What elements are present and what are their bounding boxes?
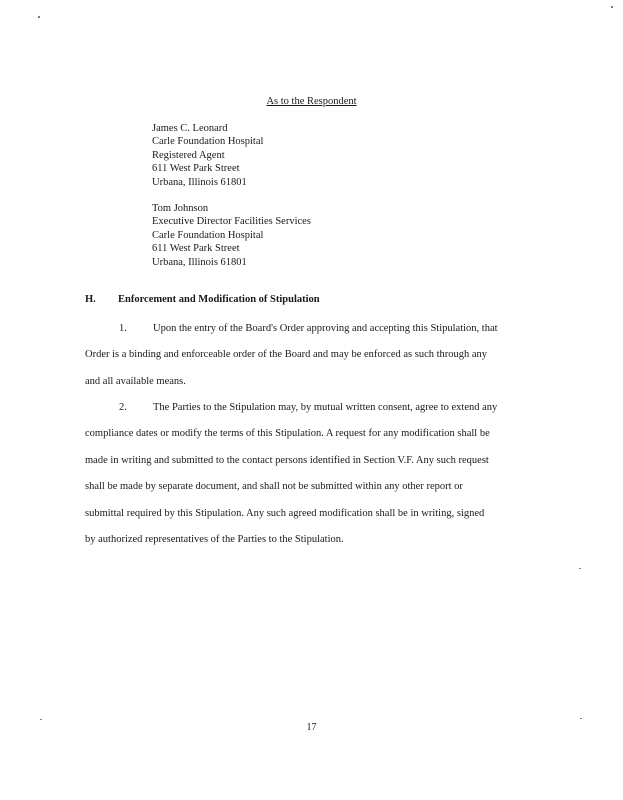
paragraph-marker: 1.: [119, 323, 127, 334]
section-heading: [85, 294, 320, 305]
paragraph-line: compliance dates or modify the terms of this Stipulation. A request for any modification shall be: [85, 428, 490, 440]
contact-line: Executive Director Facilities Services: [152, 216, 311, 228]
contact-line: 611 West Park Street: [152, 163, 240, 175]
paragraph-line: submittal required by this Stipulation. Any such agreed modification shall be in writing, signed: [85, 507, 485, 519]
paragraph-text: The Parties to the Stipulation may, by mutual written consent, agree to extend any: [153, 402, 498, 413]
scan-speck: [579, 568, 581, 569]
paragraph-line: shall be made by separate document, and shall not be submitted within any other report or: [85, 481, 463, 493]
paragraph-line: made in writing and submitted to the contact persons identified in Section V.F. Any such request: [85, 454, 489, 466]
page-number: 17: [306, 722, 317, 733]
contact-line: Carle Foundation Hospital: [152, 136, 264, 148]
respondent-heading: [0, 96, 623, 107]
paragraph-1: [85, 316, 535, 395]
scan-speck: [580, 718, 582, 719]
contact-line: James C. Leonard: [152, 123, 228, 134]
paragraph-2: [85, 395, 535, 553]
paragraph-line: [85, 395, 535, 421]
paragraph-line: Order is a binding and enforceable order of the Board and may be enforced as such through any: [85, 349, 488, 361]
paragraph-line: and all available means.: [85, 375, 186, 387]
paragraph-line: [85, 316, 535, 342]
paragraph-line: by authorized representatives of the Parties to the Stipulation.: [85, 534, 344, 546]
contact-line: Carle Foundation Hospital: [152, 229, 264, 241]
paragraph-text: Upon the entry of the Board's Order approving and accepting this Stipulation, that: [153, 323, 498, 334]
section-title: Enforcement and Modification of Stipulation: [118, 294, 320, 305]
respondent-contact-block: [152, 202, 311, 269]
section-number: H.: [85, 294, 96, 305]
scan-speck: [38, 16, 40, 18]
respondent-contact-block: [152, 122, 263, 189]
scan-speck: [40, 719, 42, 720]
contact-line: Registered Agent: [152, 149, 225, 161]
scan-speck: [611, 6, 613, 8]
respondent-heading-text: As to the Respondent: [266, 96, 357, 107]
contact-line: Urbana, Illinois 61801: [152, 176, 247, 188]
contact-line: Urbana, Illinois 61801: [152, 256, 247, 268]
paragraph-marker: 2.: [119, 402, 127, 413]
contact-line: Tom Johnson: [152, 203, 209, 214]
contact-line: 611 West Park Street: [152, 243, 240, 255]
